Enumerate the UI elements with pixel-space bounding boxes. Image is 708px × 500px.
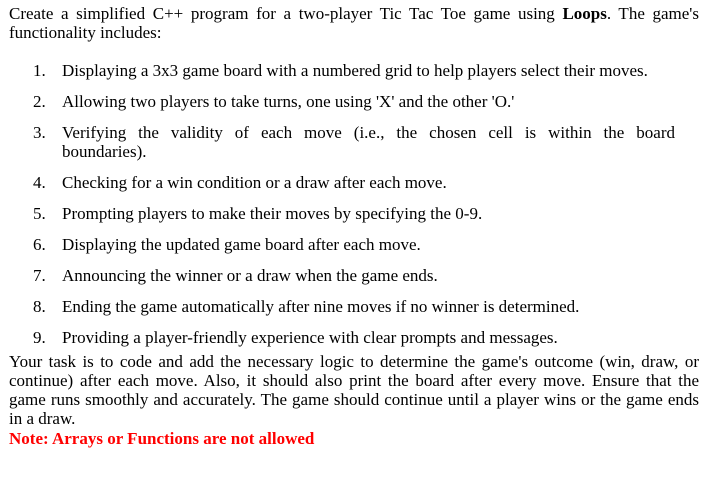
list-item <box>9 204 699 223</box>
list-item <box>9 92 699 111</box>
note-text: Note: Arrays or Functions are not allowed <box>9 429 315 448</box>
list-item-text: Displaying a 3x3 game board with a numbered grid to help players select their moves. <box>62 61 648 80</box>
list-item <box>9 173 699 192</box>
list-item-number: 2. <box>33 92 46 111</box>
list-item-text: Prompting players to make their moves by specifying the 0-9. <box>62 204 483 223</box>
list-item-number: 1. <box>33 61 46 80</box>
list-item-text: Ending the game automatically after nine moves if no winner is determined. <box>62 297 580 316</box>
list-item <box>9 61 699 80</box>
list-item-number: 5. <box>33 204 46 223</box>
list-item <box>9 328 699 347</box>
list-item-number: 6. <box>33 235 46 254</box>
intro-paragraph <box>9 4 699 42</box>
list-item <box>9 235 699 254</box>
list-item <box>9 266 699 285</box>
list-item-number: 3. <box>33 123 46 142</box>
task-paragraph: Your task is to code and add the necessary logic to determine the game's outcome (win, draw, or continue) after each move. Also, it should also print the board after every move. Ensure that the game runs smoothly and accurately. The game should continue until a player wins or the game ends in a draw. <box>9 352 699 428</box>
list-item-text: Checking for a win condition or a draw after each move. <box>62 173 447 192</box>
intro-text-end: . The game's functionality includes: <box>9 4 699 42</box>
list-item-number: 4. <box>33 173 46 192</box>
intro-keyword: Loops <box>562 4 607 23</box>
list-item-text: Allowing two players to take turns, one using 'X' and the other 'O.' <box>62 92 515 111</box>
list-item-number: 7. <box>33 266 46 285</box>
list-item-text: Providing a player-friendly experience with clear prompts and messages. <box>62 328 558 347</box>
list-item <box>9 123 699 161</box>
list-item <box>9 297 699 316</box>
requirements-list <box>9 61 699 347</box>
list-item-text: Announcing the winner or a draw when the game ends. <box>62 266 438 285</box>
list-item-number: 8. <box>33 297 46 316</box>
list-item-text: Verifying the validity of each move (i.e., the chosen cell is within the board boundaries). <box>62 123 675 161</box>
intro-text-start: Create a simplified C++ program for a two-player Tic Tac Toe game using <box>9 4 563 23</box>
list-item-number: 9. <box>33 328 46 347</box>
list-item-text: Displaying the updated game board after each move. <box>62 235 421 254</box>
